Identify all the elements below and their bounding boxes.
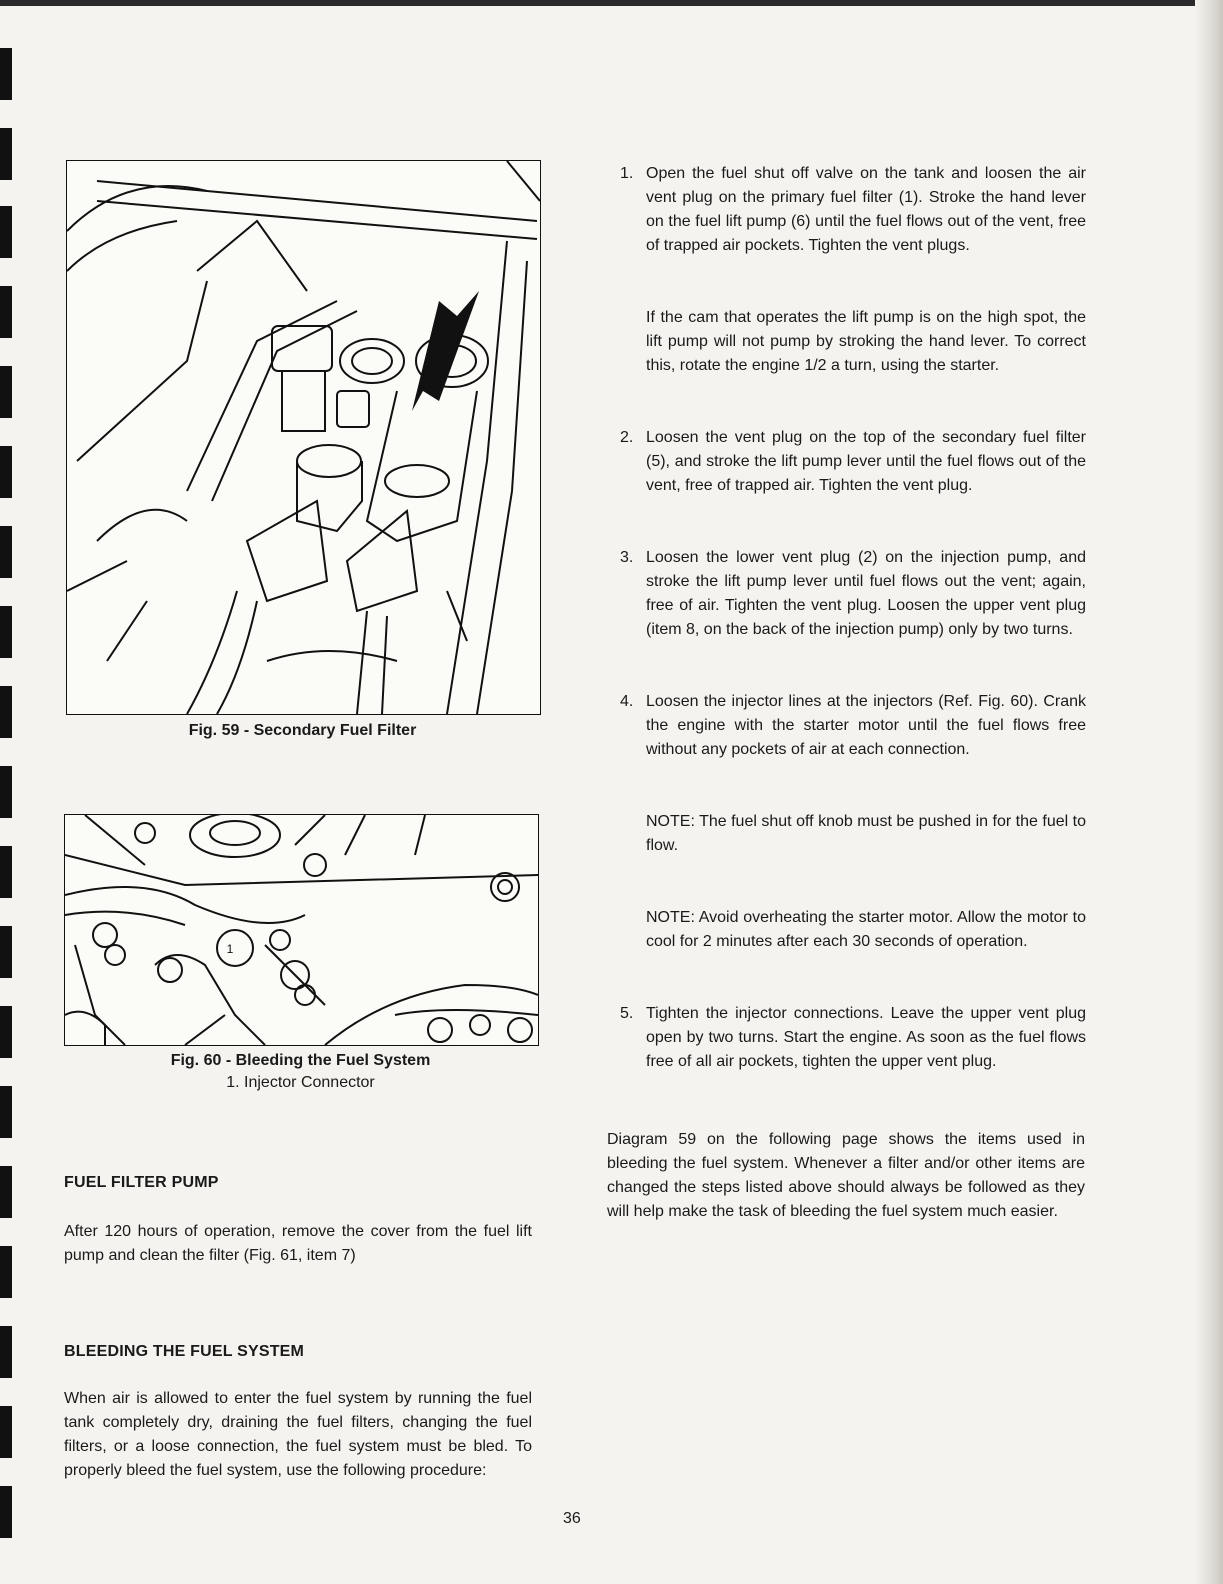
step-number: 3.: [620, 549, 634, 566]
fuel-filter-illustration: [67, 161, 540, 714]
step-number: 2.: [620, 429, 634, 446]
figure-60-bleeding-fuel-system: [64, 814, 539, 1046]
note-shut-off-knob: NOTE: The fuel shut off knob must be pushed in for the fuel to flow.: [646, 813, 1086, 854]
spiral-binding: [0, 0, 18, 1584]
step-text: Loosen the lower vent plug (2) on the injection pump, and stroke the lift pump lever until fuel flows out the vent; again, free of air. Tighten the vent plug. Loosen the upper vent plug (item 8, on the back of the injection pump) only by two turns.: [646, 549, 1086, 638]
page-right-edge-shadow: [1195, 0, 1223, 1584]
step-text: Loosen the vent plug on the top of the secondary fuel filter (5), and stroke the lift pump lever until the fuel flows out of the vent, free of trapped air. Tighten the vent plug.: [646, 429, 1086, 494]
bleeding-body: When air is allowed to enter the fuel system by running the fuel tank completely dry, draining the fuel filters, changing the fuel filters, or a loose connection, the fuel system must be bled. To properly bleed the fuel system, use the following procedure:: [64, 1390, 532, 1479]
step-number: 1.: [620, 165, 634, 182]
figure-59-caption: Fig. 59 - Secondary Fuel Filter: [188, 722, 417, 739]
fuel-filter-pump-body: After 120 hours of operation, remove the cover from the fuel lift pump and clean the filter (Fig. 61, item 7): [64, 1223, 532, 1264]
figure-60-caption: Fig. 60 - Bleeding the Fuel System: [170, 1052, 431, 1069]
injector-lines-illustration: [65, 815, 538, 1045]
step-number: 4.: [620, 693, 634, 710]
step-text: Loosen the injector lines at the injectors (Ref. Fig. 60). Crank the engine with the starter motor until the fuel flows free without any pockets of air at each connection.: [646, 693, 1086, 758]
diagram-note: Diagram 59 on the following page shows the items used in bleeding the fuel system. Whenever a filter and/or other items are changed the steps listed above should always be followed as they will help make the task of bleeding the fuel system much easier.: [607, 1131, 1085, 1220]
page-top-edge: [0, 0, 1223, 6]
fuel-filter-pump-heading: FUEL FILTER PUMP: [64, 1174, 219, 1191]
note-starter-overheat: NOTE: Avoid overheating the starter motor. Allow the motor to cool for 2 minutes after each 30 seconds of operation.: [646, 909, 1086, 950]
step-text: Tighten the injector connections. Leave the upper vent plug open by two turns. Start the engine. As soon as the fuel flows free of all air pockets, tighten the upper vent plug.: [646, 1005, 1086, 1070]
note-cam: If the cam that operates the lift pump is on the high spot, the lift pump will not pump by stroking the hand lever. To correct this, rotate the engine 1/2 a turn, using the starter.: [646, 309, 1086, 374]
figure-60-subcaption: 1. Injector Connector: [226, 1074, 375, 1091]
injector-callout: 1: [226, 942, 234, 956]
figure-59-secondary-fuel-filter: [66, 160, 541, 715]
bleeding-heading: BLEEDING THE FUEL SYSTEM: [64, 1343, 305, 1360]
page-number: 36: [563, 1510, 581, 1527]
step-text: Open the fuel shut off valve on the tank and loosen the air vent plug on the primary fuel filter (1). Stroke the hand lever on the fuel lift pump (6) until the fuel flows out of the vent, free of trapped air pockets. Tighten the vent plugs.: [646, 165, 1086, 254]
step-number: 5.: [620, 1005, 634, 1022]
